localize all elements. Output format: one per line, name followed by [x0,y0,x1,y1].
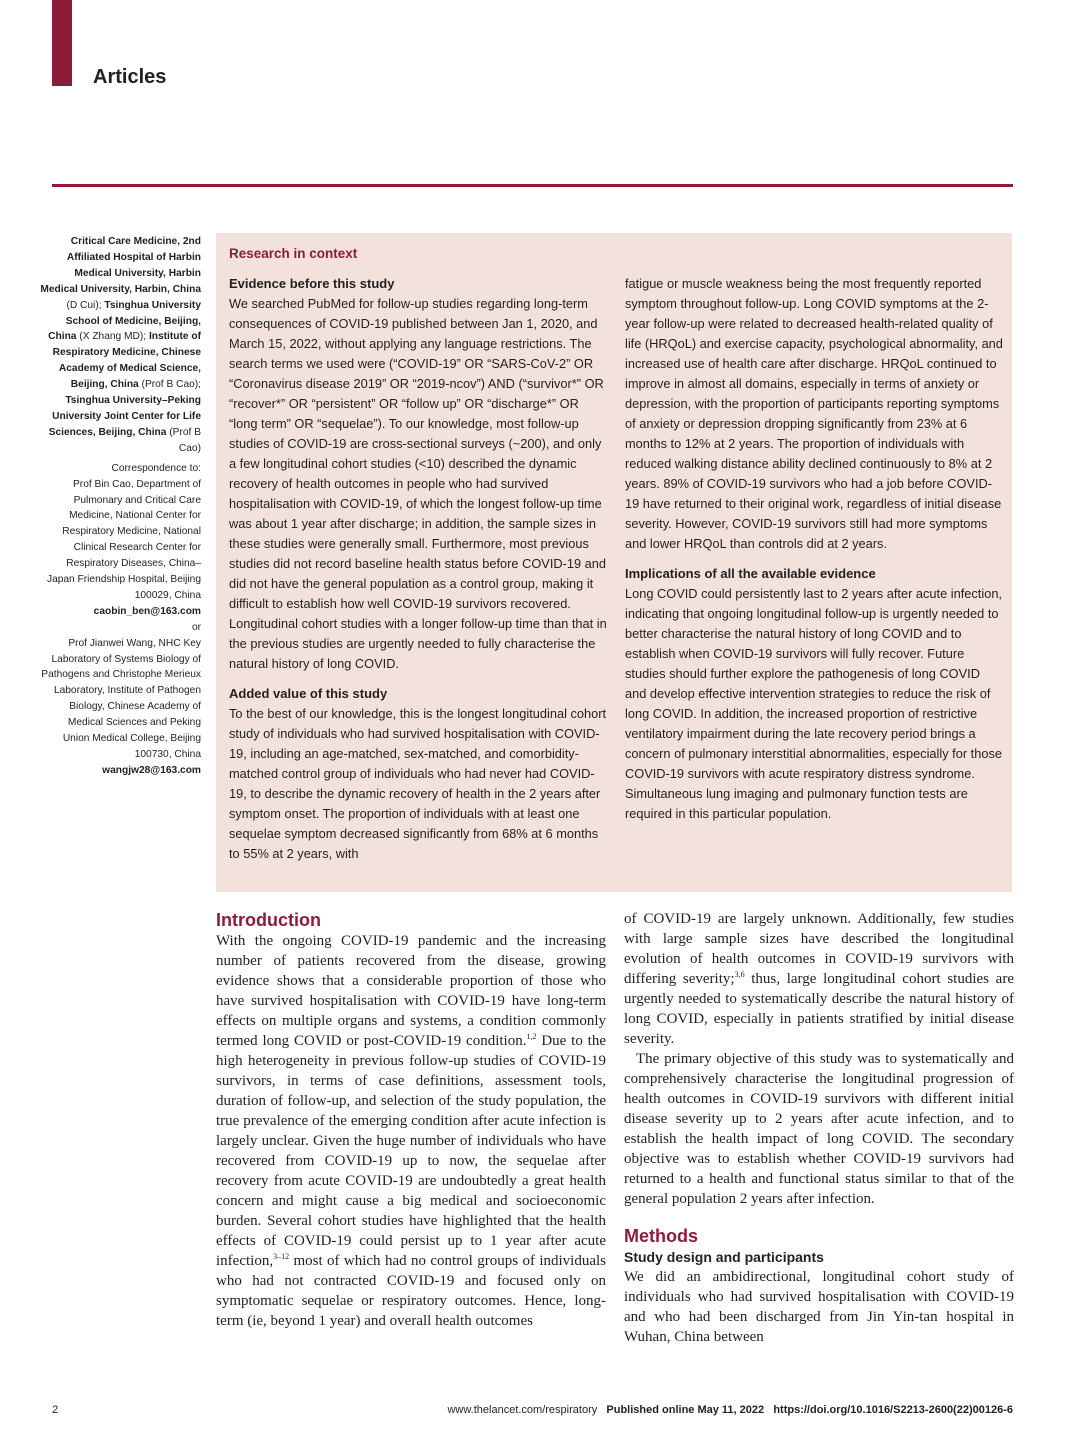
correspondence-1: Prof Bin Cao, Department of Pulmonary and Critical Care Medicine, National Center for Respiratory Medicine, National Clinical Research Center for Respiratory Diseases, China–Japan Friendship Hospital, Beijing 100029, China [46,478,201,601]
affiliation-2-author: (X Zhang MD); [76,331,149,343]
added-value-text-continued: fatigue or muscle weakness being the most frequently reported symptom throughout follow-up. Long COVID symptoms at the 2-year follow-up were related to decreased health-related quality of life (HRQoL) and exercise capacity, psychological abnormality, and increased use of health care after discharge. HRQoL continued to improve in almost all domains, especially in terms of anxiety or depression, with the proportion of participants reporting symptoms of anxiety or depression dropping significantly from 23% at 6 months to 12% at 2 years. The proportion of individuals with reduced walking distance ability declined continuously to 8% at 2 years. 89% of COVID-19 survivors who had a job before COVID-19 have returned to their original work, regardless of initial disease severity. However, COVID-19 survivors still had more symptoms and lower HRQoL than controls did at 2 years. [625,276,1003,551]
introduction-heading: Introduction [216,910,321,930]
affiliation-3: Institute of Respiratory Medicine, Chinese Academy of Medical Science, Beijing, China [52,331,201,391]
implications-text: Long COVID could persistently last to 2 years after acute infection, indicating that ongoing longitudinal follow-up is urgently needed to better characterise the natural history of long COVID and to establish when COVID-19 survivors will fully recover. Future studies should further explore the pathogenesis of long COVID and develop effective intervention strategies to reduce the risk of long COVID. In addition, the increased proportion of restrictive ventilatory impairment during the late recovery period brings a concern of pulmonary interstitial abnormalities, especially for those COVID-19 survivors with acute respiratory distress syndrome. Simultaneous lung imaging and pulmonary function tests are required in this particular population. [625,586,1002,821]
section-label: Articles [93,66,167,88]
intro-text-b: Due to the high heterogeneity in previous follow-up studies of COVID-19 survivors, in terms of case definitions, assessment tools, duration of follow-up, and selection of the study population, the true prevalence of the emerging condition after acute infection is largely unclear. Given the huge number of individuals who have recovered from COVID-19 up to now, the sequelae after recovery from acute COVID-19 are undoubtedly a great health concern and might cause a big medical and socioeconomic burden. Several cohort studies have highlighted that the health effects of COVID-19 could persist up to 1 year after acute infection, [216,1033,607,1269]
affiliation-1-author: (D Cui); [66,299,105,311]
correspondence-label: Correspondence to: [111,462,201,474]
footer-citation [447,1404,1013,1416]
doi-link[interactable]: https://doi.org/10.1016/S2213-2600(22)00126-6 [773,1404,1013,1416]
methods-heading: Methods [624,1226,698,1246]
intro-text-d: of COVID-19 are largely unknown. Additionally, few studies with large sample sizes have described the longitudinal evolution of health outcomes in COVID-19 survivors with differing severity; [624,911,1014,987]
affiliation-4: Tsinghua University–Peking University Joint Center for Life Sciences, Beijing, China [48,395,201,438]
added-value-heading: Added value of this study [229,686,388,701]
affiliation-1: Critical Care Medicine, 2nd Affiliated Hospital of Harbin Medical University, Harbin Medical University, Harbin, China [40,236,201,295]
intro-text-c: most of which had no control groups of individuals who had not contracted COVID-19 and focused only on symptomatic sequelae or respiratory outcomes. Hence, long-term (ie, beyond 1 year) and overall health outcomes [216,1253,606,1329]
email-link-1[interactable]: caobin_ben@163.com [93,605,201,617]
body-left-column [216,909,606,1331]
introduction-paragraph-1-continued [624,909,1014,1049]
implications-heading: Implications of all the available evidence [625,566,876,581]
introduction-paragraph-2: The primary objective of this study was to systematically and comprehensively characterise the longitudinal progression of health outcomes in COVID-19 survivors with different initial disease severity up to 2 years after acute infection, and to establish the health impact of long COVID. The secondary objective was to establish whether COVID-19 survivors had returned to a health and functional status similar to that of the general population 2 years after infection. [624,1051,1014,1207]
affiliation-3-author: (Prof B Cao); [138,379,201,391]
reference-3-6[interactable]: 3,6 [734,970,745,979]
published-date: Published online May 11, 2022 [606,1404,765,1416]
methods-paragraph-1: We did an ambidirectional, longitudinal cohort study of individuals who had survived hospitalisation with COVID-19 and who had been discharged from Jin Yin-tan hospital in Wuhan, China between [624,1269,1014,1345]
affiliations-sidebar [40,234,201,779]
affiliation-4-author: (Prof B Cao) [166,426,201,454]
research-in-context-title: Research in context [229,246,358,261]
header-rule [52,184,1013,187]
added-value-text: To the best of our knowledge, this is the longest longitudinal cohort study of individuals who had survived hospitalisation with COVID-19, including an age-matched, sex-matched, and comorbidity-matched control group of individuals who had never had COVID-19, to describe the dynamic recovery of health in the 2 years after symptom onset. The proportion of individuals with at least one sequelae symptom decreased significantly from 68% at 6 months to 55% at 2 years, with [229,706,607,861]
study-design-heading: Study design and participants [624,1249,824,1265]
evidence-text: We searched PubMed for follow-up studies regarding long-term consequences of COVID-19 published between Jan 1, 2020, and March 15, 2022, without applying any language restrictions. The search terms we used were (“COVID-19” OR “SARS-CoV-2” OR “Coronavirus disease 2019” OR “2019-ncov”) AND (“survivor*” OR “recover*” OR “persistent” OR “follow up” OR “discharge*” OR “long term” OR “sequelae”). To our knowledge, most follow-up studies of COVID-19 are cross-sectional surveys (~200), and only a few longitudinal cohort studies (<10) described the dynamic recovery of health outcomes in people who had survived hospitalisation with COVID-19, of which the longest follow-up time was about 1 year after discharge; in addition, the sample sizes in these studies were generally small. Furthermore, most previous studies did not record baseline health status before COVID-19 and did not have the general population as a control group, making it difficult to establish how well COVID-19 survivors recovered. Longitudinal cohort studies with a longer follow-up time than that in the previous studies are urgently needed to fully characterise the natural history of long COVID. [229,296,607,671]
reference-1-2[interactable]: 1,2 [526,1032,537,1041]
intro-text-a: With the ongoing COVID-19 pandemic and the increasing number of patients recovered from the disease, growing evidence shows that a considerable proportion of those who have survived hospitalisation with COVID-19 have long-term effects on multiple organs and systems, a condition commonly termed long COVID or post-COVID-19 condition. [216,933,606,1049]
intro-text-e: thus, large longitudinal cohort studies are urgently needed to systematically describe the natural history of long COVID, especially in patients stratified by initial disease severity. [624,971,1014,1047]
header-accent-bar [52,0,72,86]
correspondence-or: or [191,621,201,633]
page-number: 2 [52,1404,59,1416]
reference-3-12[interactable]: 3–12 [273,1252,290,1261]
research-context-left-column [229,274,607,864]
research-context-right-column [625,274,1003,824]
introduction-paragraph-1 [216,931,606,1331]
body-right-column [624,909,1014,1347]
evidence-heading: Evidence before this study [229,276,395,291]
journal-url[interactable]: www.thelancet.com/respiratory [447,1404,598,1416]
affiliation-list [40,234,201,457]
correspondence-2: Prof Jianwei Wang, NHC Key Laboratory of Systems Biology of Pathogens and Christophe Merieux Laboratory, Institute of Pathogen Biology, Chinese Academy of Medical Sciences and Peking Union Medical College, Beijing 100730, China [41,637,201,760]
affiliation-2: Tsinghua University School of Medicine, Beijing, China [48,299,201,343]
email-link-2[interactable]: wangjw28@163.com [102,764,201,776]
